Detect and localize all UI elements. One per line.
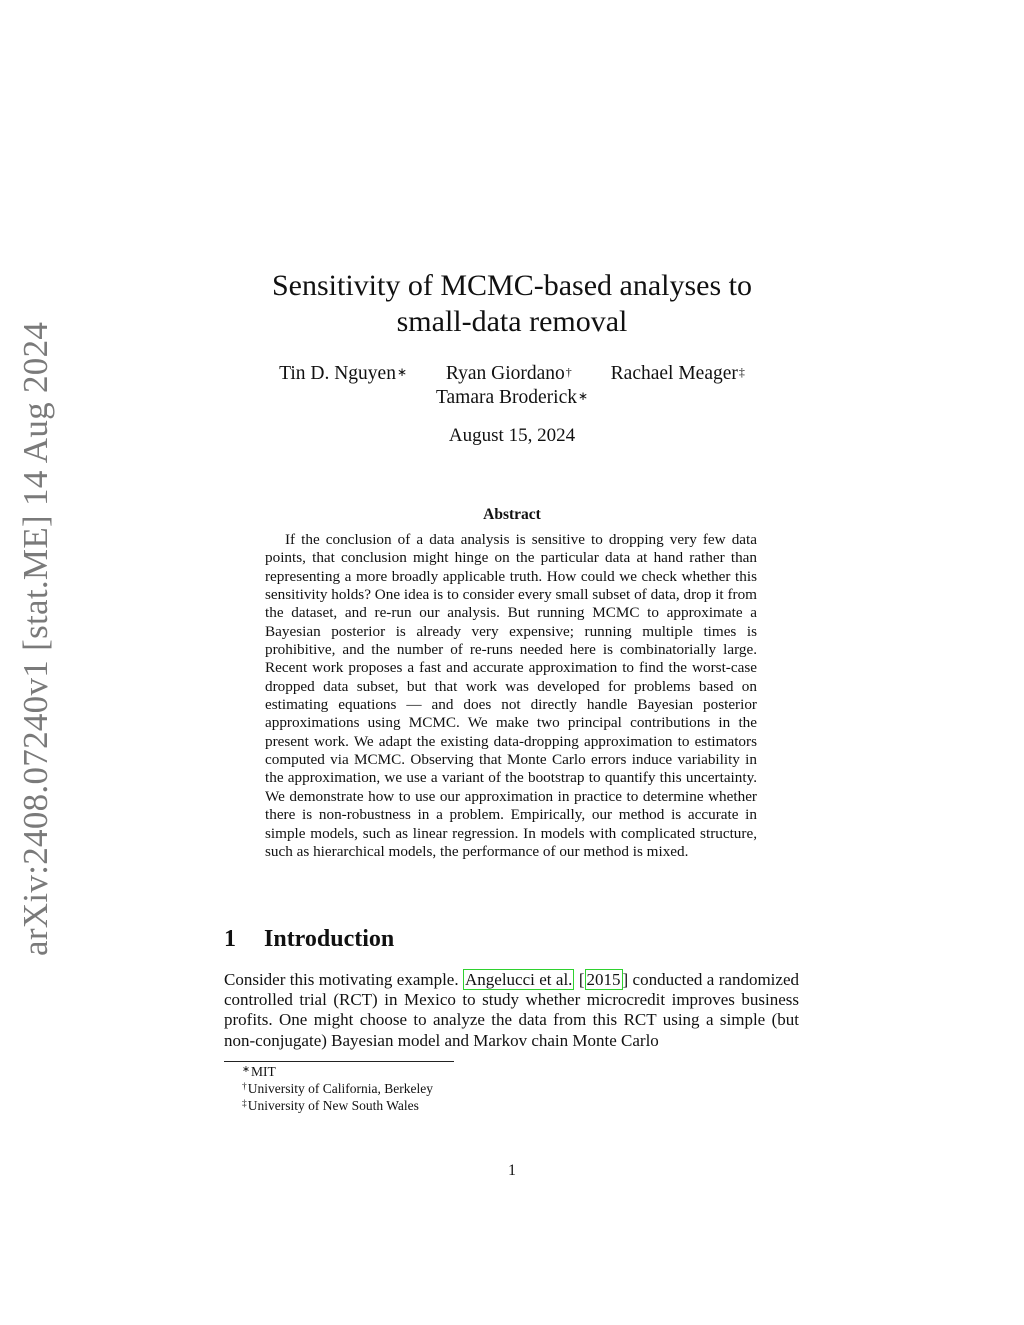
- author-list: [0, 362, 1024, 386]
- title-line-2: small-data removal: [396, 305, 628, 338]
- author-broderick: Tamara Broderick∗: [435, 387, 589, 408]
- author-giordano: Ryan Giordano†: [445, 363, 572, 384]
- citation-link-year[interactable]: 2015: [586, 970, 621, 989]
- footnote-berkeley: †University of California, Berkeley: [242, 1081, 433, 1096]
- title-line-1: Sensitivity of MCMC-based analyses to: [272, 269, 752, 302]
- affiliation-mark: ∗: [577, 389, 589, 403]
- section-number: 1: [224, 926, 236, 952]
- arxiv-identifier-stamp: arXiv:2408.07240v1 [stat.ME] 14 Aug 2024: [16, 321, 55, 956]
- introduction-paragraph: Consider this motivating example. Angelucci et al. [ 2015 ] conducted a randomized controlled trial (RCT) in Mexico to study whether microcredit improves business profits. One might choose to analyze the data from this RCT using a simple (but non-conjugate) Bayesian model and Markov chain Monte Carlo: [224, 970, 799, 1050]
- abstract-text: If the conclusion of a data analysis is sensitive to dropping very few data points, that conclusion might hinge on the particular data at hand rather than representing a more broadly applicable truth. How could we check whether this sensitivity holds? One idea is to consider every small subset of data, drop it from the dataset, and re-run our analysis. But running MCMC to approximate a Bayesian posterior is already very expensive; running multiple times is prohibitive, and the number of re-runs needed here is combinatorially large. Recent work proposes a fast and accurate approximation to find the worst-case dropped data subset, but that work was developed for problems based on estimating equations — and does not directly handle Bayesian posterior approximations using MCMC. We make two principal contributions in the present work. We adapt the existing data-dropping approximation to estimators computed via MCMC. Observing that Monte Carlo errors induce variability in the approximation, we use a variant of the bootstrap to quantify this uncertainty. We demonstrate how to use our approximation in practice to determine whether there is non-robustness in a problem. Empirically, our method is accurate in simple models, such as linear regression. In models with complicated structure, such as hierarchical models, the performance of our method is mixed.: [265, 531, 757, 860]
- affiliation-mark: ‡: [738, 365, 745, 379]
- section-heading-introduction: [224, 926, 394, 953]
- footnotes: [242, 1063, 433, 1114]
- publication-date: August 15, 2024: [448, 425, 576, 446]
- footnote-unsw: ‡University of New South Wales: [242, 1098, 419, 1113]
- author-nguyen: Tin D. Nguyen∗: [279, 363, 408, 384]
- footnote-mit: ∗MIT: [242, 1064, 276, 1079]
- page-number: 1: [508, 1162, 516, 1179]
- affiliation-mark: †: [565, 365, 572, 379]
- author-meager: Rachael Meager‡: [610, 363, 745, 384]
- author-list-row-2: [0, 386, 1024, 410]
- abstract-heading: Abstract: [483, 506, 541, 523]
- section-title: Introduction: [264, 926, 395, 952]
- citation-link-author[interactable]: Angelucci et al.: [465, 970, 573, 989]
- footnote-divider: [224, 1061, 454, 1062]
- affiliation-mark: ∗: [396, 365, 408, 379]
- paper-title: [0, 268, 1024, 340]
